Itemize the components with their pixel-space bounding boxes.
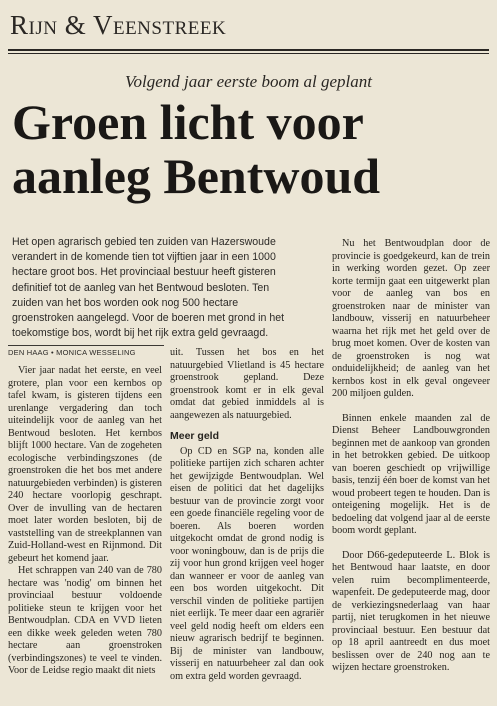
body-paragraph: Op CD en SGP na, konden alle politieke partijen zich scharen achter het gewijzigde Bentwoudplan. Wel eisen de politici dat het dagelijks bestuur van de provincie zorgt voor een goede financiële regeling voor de boeren. Als boeren worden uitgekocht omdat de grond nodig is voor woningbouw, dan is de prijs die zij voor hun grond krijgen veel hoger dan wanneer er voor de aanleg van een bos worden uitgekocht. Dit verschil vinden de politieke partijen niet eerlijk. Te meer daar een agrariër veel geld nodig heeft om elders een nieuw agrarisch bedrijf te beginnen. Bij de minister van landbouw, visserij en natuurbeheer zal dan ook om extra geld worden gevraagd. — [170, 445, 324, 682]
body-paragraph: Binnen enkele maanden zal de Dienst Beheer Landbouwgronden beginnen met de aankoop van gronden in het betrokken gebied. De uitkoop van boeren geschiedt op vrijwillige basis, tenzij één boer de komst van het woud probeert tegen te houden. Dan is onteigening mogelijk. Het is de bedoeling dat volgend jaar al de eerste boom wordt geplant. — [332, 412, 490, 536]
article-kicker: Volgend jaar eerste boom al geplant — [125, 72, 372, 91]
section-rule — [8, 49, 489, 51]
subheading: Meer geld — [170, 430, 220, 442]
body-column-3 — [332, 238, 490, 675]
body-column-2 — [170, 347, 324, 683]
body-paragraph: Nu het Bentwoudplan door de provincie is goedgekeurd, kan de trein in werking worden gezet. Op zeer korte termijn gaat een uitgewerkt plan voor de aanleg van bos en groenstroken naar de minister van landbouw, visserij en natuurbeheer waarna het rijk met het geld over de brug moet komen. Over de kosten van de groenstroken is nog wat onduidelijkheid; de aanleg van het kernbos kost in elk geval ongeveer 200 miljoen gulden. — [332, 238, 490, 399]
body-paragraph: Het schrappen van 240 van de 780 hectare was 'nodig' om binnen het provinciaal bestuur voldoende politieke steun te krijgen voor het Bentwoudplan. CDA en VVD lieten een dikke week geleden weten 780 hectare aan groenstroken (verbindingszones) te veel te vinden. Voor de Leidse regio maakt dit niets — [8, 565, 162, 676]
article-intro: Het open agrarisch gebied ten zuiden van Hazerswoude verandert in de komende tien tot vijftien jaar in een 1000 hectare groot bos. Het provinciaal bestuur heeft gisteren definitief tot de aanleg van het Bentwoud besloten. Ten zuiden van het bos worden ook nog 500 hectare groenstroken aangelegd. Voor de boeren met grond in het toekomstige bos, wordt bij het rijk extra geld gevraagd. — [12, 236, 285, 340]
body-column-1 — [8, 365, 162, 678]
section-rule-thin — [8, 53, 489, 54]
article-headline: Groen licht voor aanleg Bentwoud — [12, 94, 381, 204]
body-paragraph: Vier jaar nadat het eerste, en veel grotere, plan voor een kernbos op tafel kwam, is gisteren tijdens een urenlange vergadering dan toch uiteindelijk voor de aanleg van het Bentwoud besloten. Het kernbos blijft 1000 hectare. Van de zogeheten ecologische verbindingszones (de groenstroken die het bos met andere natuurgebieden verbinden) is gisteren 240 hectare voorlopig geschrapt. Over de invulling van de hectaren moet later worden besloten, bij de vaststelling van de streekplannen van Zuid-Holland-west en Rijnmond. Dit gebeurt het komend jaar. — [8, 365, 162, 564]
byline-rule — [8, 345, 164, 346]
body-paragraph: uit. Tussen het bos en het natuurgebied Vlietland is 45 hectare groenstrook gepland. Deze groenstrook komt er in elk geval omdat dat gebied inmiddels al is aangewezen als natuurgebied. — [170, 347, 324, 421]
section-title: Rijn & Veenstreek — [10, 10, 227, 40]
article-byline: DEN HAAG • MONICA WESSELING — [8, 348, 136, 357]
body-paragraph: Door D66-gedeputeerde L. Blok is het Bentwoud haar laatste, en door velen ruim becomplimenteerde, wapenfeit. De gedeputeerde mag, door de verkiezingsnederlaag van haar partij, niet terugkomen in het nieuwe provinciaal bestuur. Een bestuur dat op 18 april aantreedt en dus moet beslissen over de 240 nog aan te wijzen hectare groenstroken. — [332, 549, 490, 673]
